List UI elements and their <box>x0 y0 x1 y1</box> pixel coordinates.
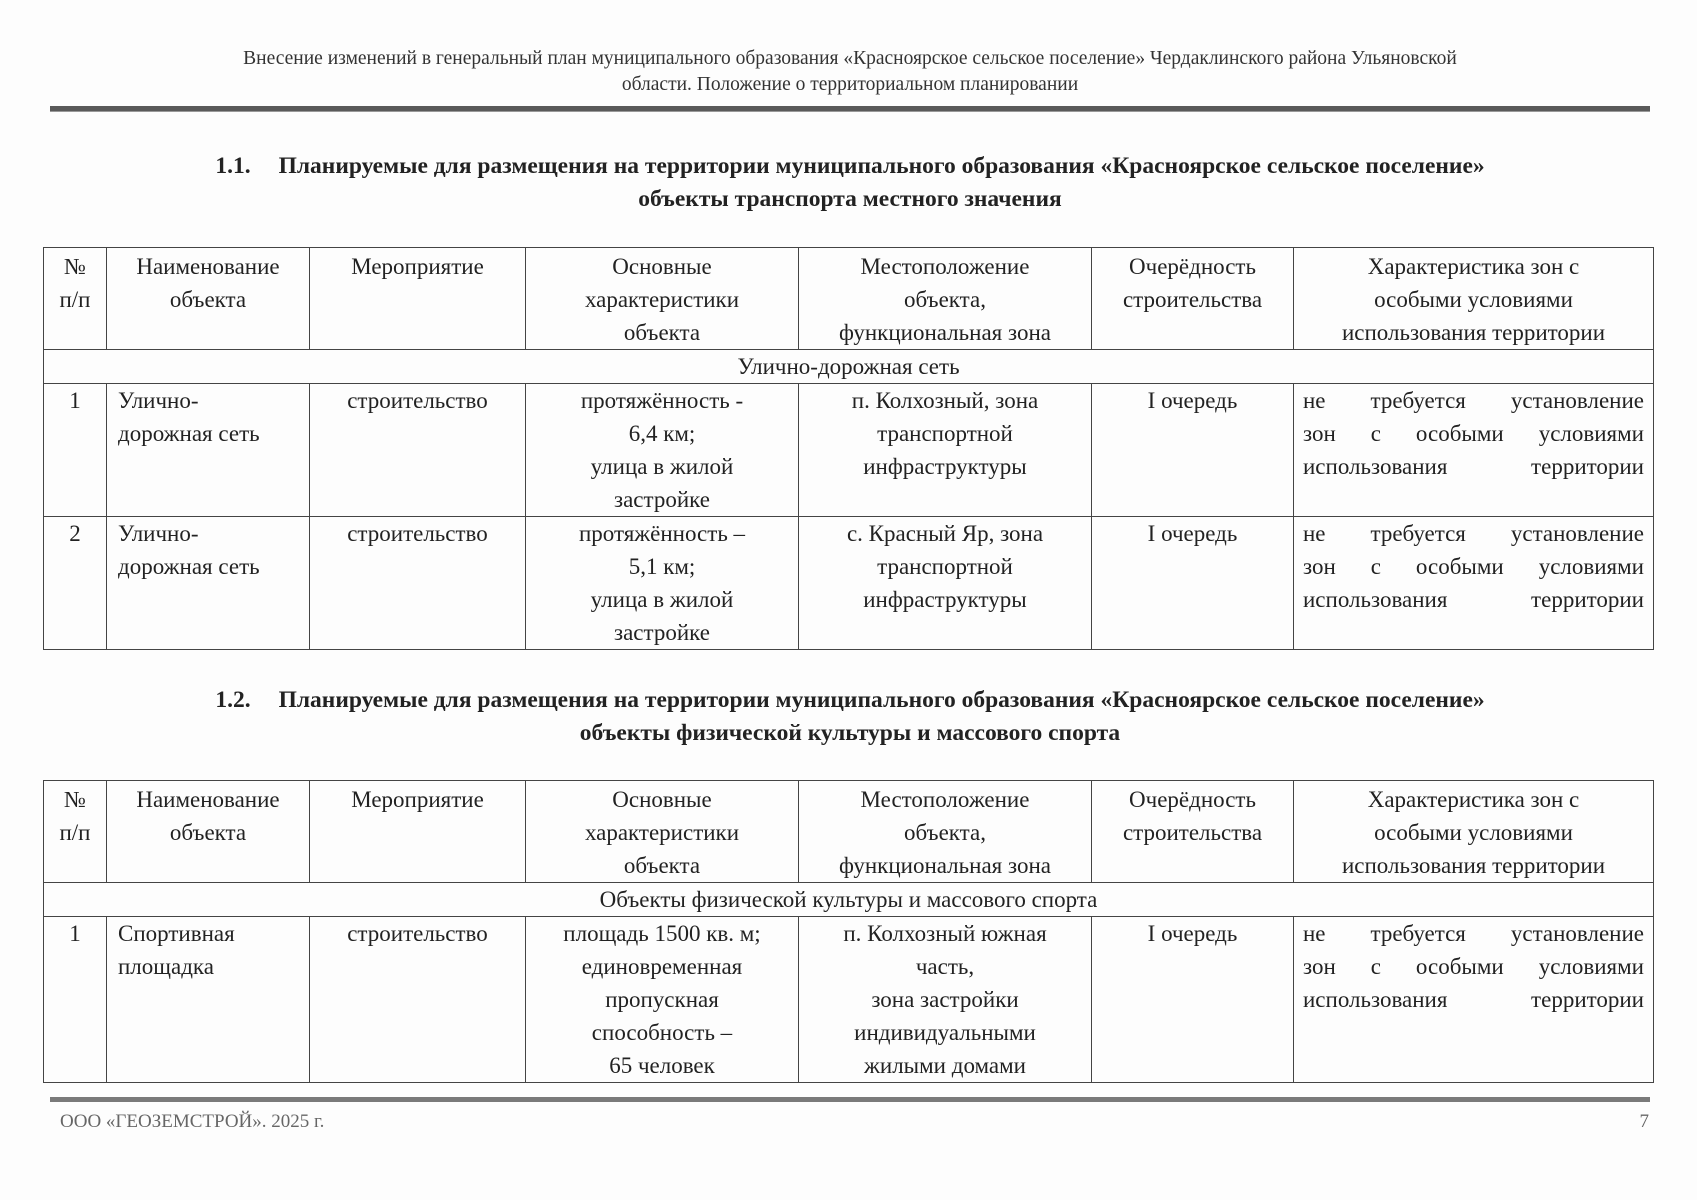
column-header-location: Местоположение объекта, функциональная зона <box>799 781 1092 883</box>
section-title-line-2: объекты транспорта местного значения <box>638 186 1062 212</box>
cell-num: 1 <box>44 917 107 1083</box>
section-title-line-1: Планируемые для размещения на территории муниципального образования «Красноярское сельское поселение» <box>278 687 1485 713</box>
column-header-location: Местоположение объекта, функциональная зона <box>799 248 1092 350</box>
column-header-action: Мероприятие <box>310 781 526 883</box>
section-number: 1.2. <box>215 687 251 713</box>
cell-name: Улично- дорожная сеть <box>107 384 310 517</box>
footer-company: ООО «ГЕОЗЕМСТРОЙ». 2025 г. <box>60 1111 325 1132</box>
cell-action: строительство <box>310 517 526 650</box>
cell-zones: не требуется установление зон с особыми условиями использования территории <box>1294 917 1654 1083</box>
column-header-zones: Характеристика зон с особыми условиями использования территории <box>1294 248 1654 350</box>
cell-action: строительство <box>310 384 526 517</box>
footer-rule <box>50 1097 1650 1102</box>
column-header-name: Наименование объекта <box>107 248 310 350</box>
cell-characteristics: протяжённость - 6,4 км; улица в жилой застройке <box>526 384 799 517</box>
cell-characteristics: протяжённость – 5,1 км; улица в жилой застройке <box>526 517 799 650</box>
table-group-row <box>44 350 1654 384</box>
cell-action: строительство <box>310 917 526 1083</box>
column-header-num: № п/п <box>44 781 107 883</box>
sport-objects-table <box>43 780 1654 1083</box>
header-rule <box>50 106 1650 112</box>
group-label: Объекты физической культуры и массового спорта <box>44 883 1654 917</box>
group-label: Улично-дорожная сеть <box>44 350 1654 384</box>
table-header-row <box>44 781 1654 883</box>
section-title-line-1: Планируемые для размещения на территории муниципального образования «Красноярское сельское поселение» <box>278 153 1485 179</box>
column-header-name: Наименование объекта <box>107 781 310 883</box>
header-line-2: области. Положение о территориальном планировании <box>621 74 1079 95</box>
table-group-row <box>44 883 1654 917</box>
column-header-order: Очерёдность строительства <box>1092 781 1294 883</box>
cell-zones: не требуется установление зон с особыми условиями использования территории <box>1294 517 1654 650</box>
column-header-characteristics: Основные характеристики объекта <box>526 248 799 350</box>
column-header-action: Мероприятие <box>310 248 526 350</box>
column-header-zones: Характеристика зон с особыми условиями использования территории <box>1294 781 1654 883</box>
section-title <box>60 684 1640 750</box>
cell-order: I очередь <box>1092 917 1294 1083</box>
header-line-1: Внесение изменений в генеральный план муниципального образования «Красноярское сельское поселение» Чердаклинского района Ульяновской <box>243 48 1457 69</box>
cell-location: с. Красный Яр, зона транспортной инфраструктуры <box>799 517 1092 650</box>
column-header-num: № п/п <box>44 248 107 350</box>
section-title-line-2: объекты физической культуры и массового спорта <box>579 720 1121 746</box>
section-title <box>60 150 1640 216</box>
cell-zones: не требуется установление зон с особыми условиями использования территории <box>1294 384 1654 517</box>
section-number: 1.1. <box>215 153 251 179</box>
cell-num: 2 <box>44 517 107 650</box>
table-row <box>44 384 1654 517</box>
column-header-characteristics: Основные характеристики объекта <box>526 781 799 883</box>
transport-objects-table <box>43 247 1654 650</box>
cell-location: п. Колхозный, зона транспортной инфраструктуры <box>799 384 1092 517</box>
column-header-order: Очерёдность строительства <box>1092 248 1294 350</box>
cell-order: I очередь <box>1092 384 1294 517</box>
cell-name: Улично- дорожная сеть <box>107 517 310 650</box>
cell-num: 1 <box>44 384 107 517</box>
cell-characteristics: площадь 1500 кв. м; единовременная пропускная способность – 65 человек <box>526 917 799 1083</box>
cell-name: Спортивная площадка <box>107 917 310 1083</box>
table-header-row <box>44 248 1654 350</box>
table-row <box>44 517 1654 650</box>
cell-location: п. Колхозный южная часть, зона застройки индивидуальными жилыми домами <box>799 917 1092 1083</box>
cell-order: I очередь <box>1092 517 1294 650</box>
page-number: 7 <box>1639 1111 1649 1132</box>
document-header <box>60 46 1640 98</box>
table-row <box>44 917 1654 1083</box>
